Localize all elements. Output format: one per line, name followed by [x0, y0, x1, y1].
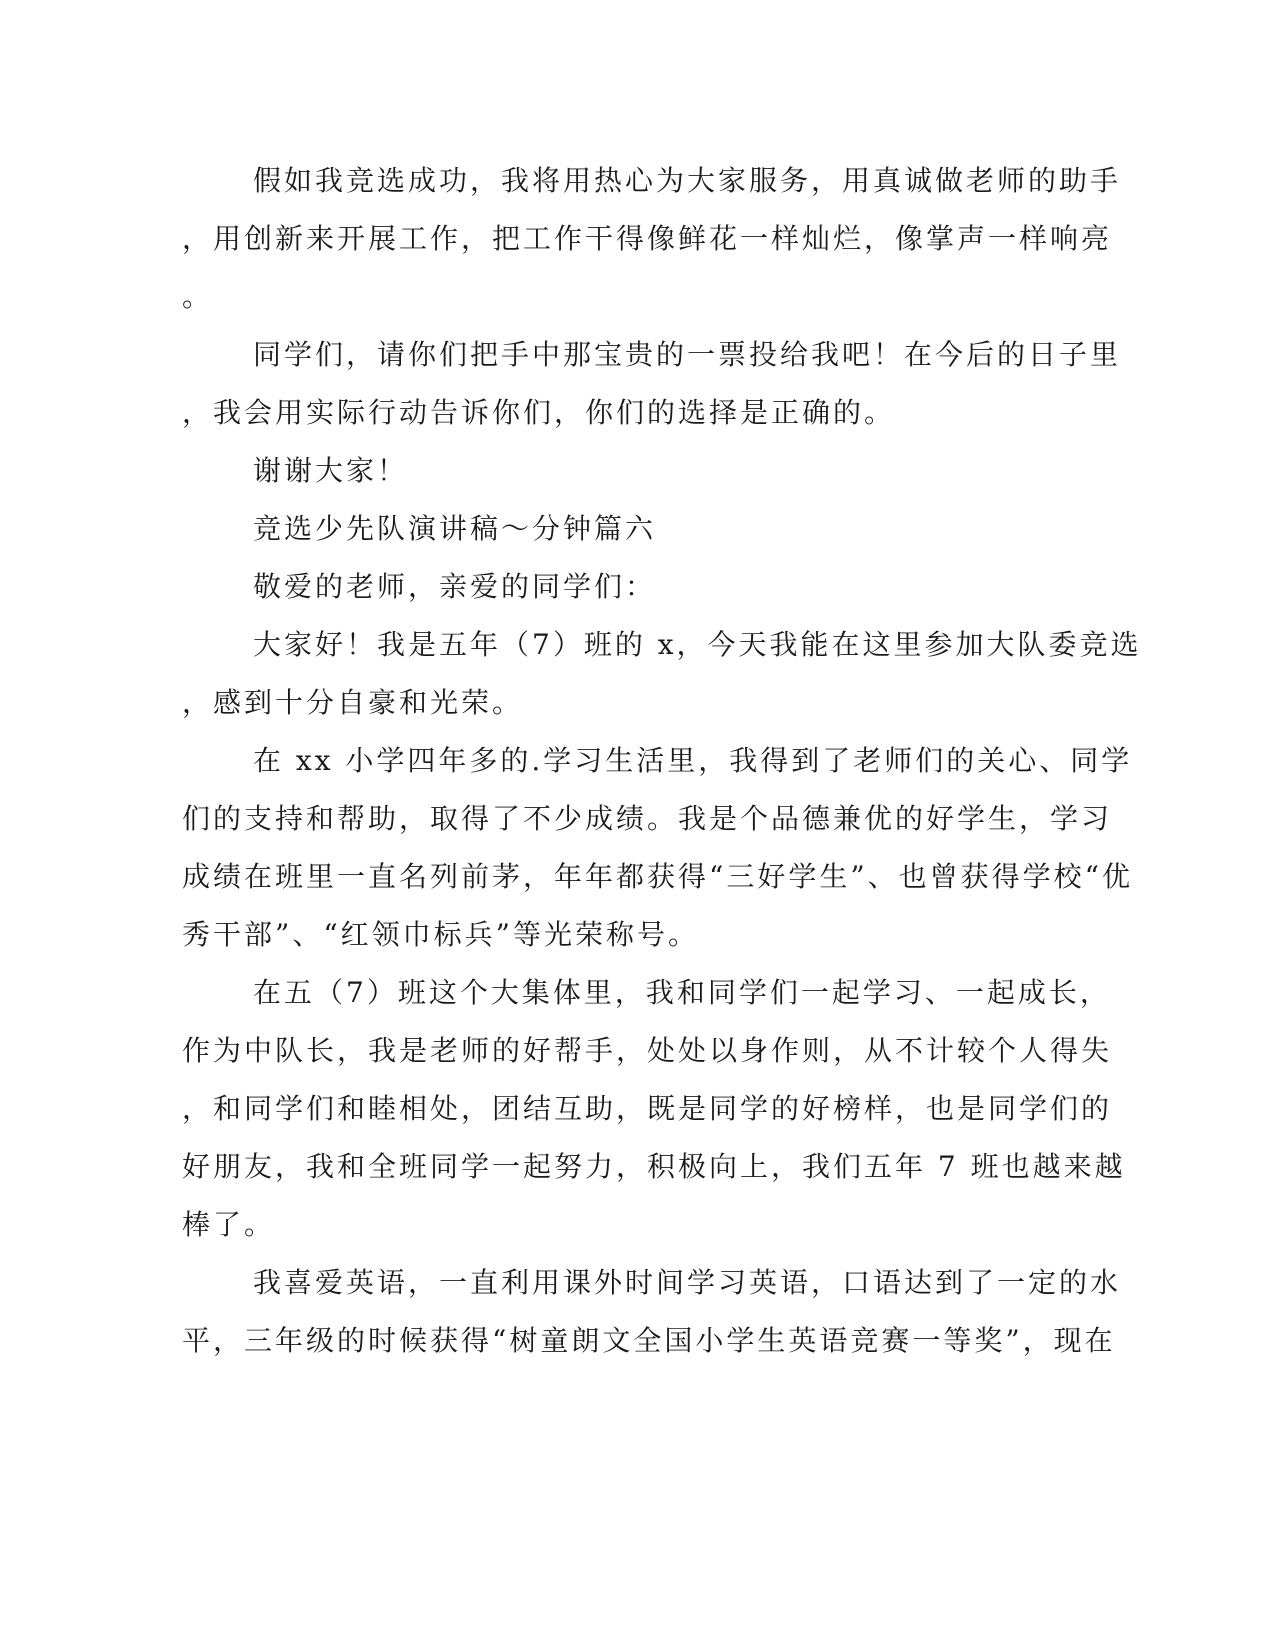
- text-line: 棒了。: [182, 1208, 276, 1241]
- salutation: 敬爱的老师，亲爱的同学们：: [253, 570, 657, 603]
- text-line: 秀干部”、“红领巾标兵”等光荣称号。: [182, 918, 699, 951]
- text-line: ，感到十分自豪和光荣。: [182, 686, 524, 719]
- section-heading: 竞选少先队演讲稿～分钟篇六: [253, 512, 657, 545]
- text-line: 在五（7）班这个大集体里，我和同学们一起学习、一起成长，: [253, 976, 1111, 1009]
- document-body: [182, 152, 1142, 1370]
- text-line: 假如我竞选成功，我将用热心为大家服务，用真诚做老师的助手: [253, 164, 1122, 197]
- text-line: 大家好！我是五年（7）班的 x，今天我能在这里参加大队委竞选: [253, 628, 1142, 661]
- text-line: 在 xx 小学四年多的.学习生活里，我得到了老师们的关心、同学: [253, 744, 1133, 777]
- text-line: 作为中队长，我是老师的好帮手，处处以身作则，从不计较个人得失: [182, 1034, 1113, 1067]
- text-line: 谢谢大家！: [253, 454, 409, 487]
- text-line: 同学们，请你们把手中那宝贵的一票投给我吧！在今后的日子里: [253, 338, 1122, 371]
- text-line: 好朋友，我和全班同学一起努力，积极向上，我们五年 7 班也越来越: [182, 1150, 1126, 1183]
- text-line: 们的支持和帮助，取得了不少成绩。我是个品德兼优的好学生，学习: [182, 802, 1113, 835]
- text-line: 。: [182, 280, 214, 313]
- text-line: ，我会用实际行动告诉你们，你们的选择是正确的。: [182, 396, 896, 429]
- text-line: 成绩在班里一直名列前茅，年年都获得“三好学生”、也曾获得学校“优: [182, 860, 1133, 893]
- text-line: 我喜爱英语，一直利用课外时间学习英语，口语达到了一定的水: [253, 1266, 1122, 1299]
- text-line: ，用创新来开展工作，把工作干得像鲜花一样灿烂，像掌声一样响亮: [182, 222, 1113, 255]
- text-line: 平，三年级的时候获得“树童朗文全国小学生英语竞赛一等奖”，现在: [182, 1324, 1116, 1357]
- text-line: ，和同学们和睦相处，团结互助，既是同学的好榜样，也是同学们的: [182, 1092, 1113, 1125]
